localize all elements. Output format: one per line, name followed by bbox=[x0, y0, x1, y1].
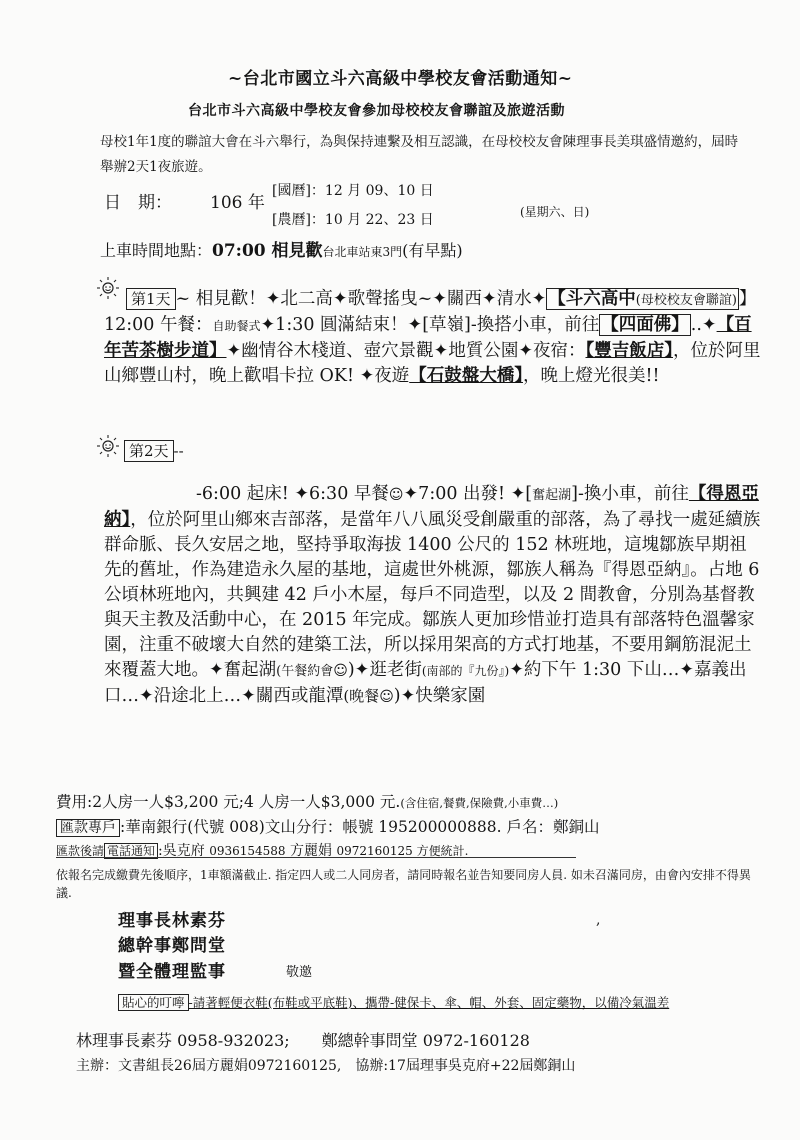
contact-phones: 林理事長素芬 0958-932023; 鄭總幹事問堂 0972-160128 bbox=[76, 1031, 530, 1050]
day2-label: 第2天 bbox=[124, 440, 174, 462]
reminder bbox=[118, 993, 768, 1011]
pickup-note: (有早點) bbox=[402, 241, 463, 260]
day1-text: ✦幽情谷木棧道、壺穴景觀✦地質公園✦夜宿： bbox=[226, 341, 586, 361]
remit-notice-name2: 方麗娟 bbox=[290, 843, 333, 859]
date-gregorian: [國曆]：12 月 09、10 日 bbox=[272, 183, 434, 199]
pickup-location: 台北車站東3門 bbox=[322, 245, 403, 259]
remit-label: 匯款專戶 bbox=[56, 819, 120, 837]
day2-text: )✦逛老街 bbox=[347, 660, 422, 680]
day2-text: )✦快樂家園 bbox=[393, 686, 486, 706]
spot-four-face-buddha: 【四面佛】 bbox=[601, 315, 689, 335]
day1-text: ✦1:30 圓滿結束！✦[草嶺]-換搭小車，前往 bbox=[260, 315, 600, 335]
village-name: 【得恩亞納】 bbox=[104, 484, 759, 530]
day1-text: 】12:00 午餐： bbox=[104, 289, 757, 335]
school-name-text: 【斗六高中 bbox=[548, 289, 636, 309]
day2-text: ]-換小車，前往 bbox=[571, 484, 689, 504]
day1-label: 第1天 bbox=[126, 288, 176, 310]
date-label: 日 期： bbox=[104, 193, 172, 213]
pickup-info bbox=[100, 236, 463, 261]
tick-mark: , bbox=[596, 912, 601, 928]
host-info: 主辦：文書組長26屆方麗娟0972160125, 協辦:17屆理事吳克府+22屆鄭銅山 bbox=[76, 1058, 576, 1074]
jiufen-note: (南部的『九份』) bbox=[421, 664, 510, 678]
remit-info bbox=[56, 815, 599, 837]
page-title: ~台北市國立斗六高級中學校友會活動通知~ bbox=[228, 69, 573, 89]
signature-secretary: 總幹事鄭問堂 bbox=[118, 936, 226, 956]
reminder-text: -請著輕便衣鞋(布鞋或平底鞋)、攜帶-健保卡、傘、帽、外套、固定藥物，以備冷氣溫差 bbox=[188, 995, 670, 1010]
smiley-icon: ☺ bbox=[388, 487, 404, 503]
date-weekday: (星期六、日) bbox=[520, 205, 590, 219]
day2-text: ，位於阿里山鄉來吉部落，是當年八八風災受創嚴重的部落，為了尋找一處延續族群命脈、長久安居之地，堅持爭取海拔 1400 公尺的 152 林班地，這塊鄒族早期祖先的舊址，作為建造永久屋的基地，這處世外桃源，鄒族人稱為『得恩亞納』。占地 6 公頃林班地內，共興建 42 戶小木屋，每戶不同造型，以及 2 間教會，分別為基督教與天主教及活動中心，在 2015 年完成。鄒族人更加珍惜並打造具有部落特色溫馨家園，注重不破壞大自然的建築工法，所以採用架高的方式打地基，不要用鋼筋混泥土來覆蓋大地。✦奮起湖 bbox=[104, 510, 761, 680]
bridge-name: 【石鼓盤大橋】 bbox=[409, 366, 523, 386]
signature-board: 暨全體理監事 bbox=[118, 962, 226, 982]
remit-notice-label: 電話通知 bbox=[104, 843, 158, 859]
pickup-label: 上車時間地點： bbox=[100, 241, 213, 260]
remit-notice-phone2: 0972160125 方便統計. bbox=[336, 844, 469, 858]
buffet-note: 自助餐式 bbox=[212, 319, 261, 333]
dinner-note: (晚餐 bbox=[343, 687, 380, 705]
registration-notes: 依報名完成繳費先後順序，1車額滿截止. 指定四人或二人同房者，請同時報名並告知要同房人員. 如未召滿同房，由會內安排不得異議. bbox=[56, 868, 751, 900]
school-name bbox=[546, 288, 739, 310]
day2-text: -6:00 起床! ✦6:30 早餐 bbox=[196, 484, 389, 504]
day2-text: ✦7:00 出發! ✦[ bbox=[403, 484, 533, 504]
smiley-icon: ☺ bbox=[333, 663, 348, 679]
signature-chairman: 理事長林素芬 bbox=[118, 911, 226, 931]
sun-icon bbox=[96, 434, 120, 458]
remit-text: :華南銀行(代號 008)文山分行：帳號 195200000888. 戶名：鄭銅山 bbox=[120, 818, 600, 836]
remit-notice-name1: :吳克府 bbox=[158, 843, 205, 859]
fee-info bbox=[56, 790, 558, 812]
day1-text: ，位於阿里山鄉豐山村，晚上歡唱卡拉 OK! ✦夜遊 bbox=[104, 341, 761, 386]
hotel-name: 【豐吉飯店】 bbox=[585, 341, 673, 361]
smiley-icon: ☺ bbox=[379, 689, 394, 705]
day1-text: ，晚上燈光很美!! bbox=[523, 366, 660, 386]
spot-tea-tree-trail: 【百年苦茶樹步道】 bbox=[104, 315, 752, 361]
fenqihu-name: 奮起湖 bbox=[532, 488, 572, 503]
date-lunar: [農曆]：10 月 22、23 日 bbox=[272, 212, 434, 228]
regards: 敬邀 bbox=[286, 965, 313, 980]
intro-paragraph: 母校1年1度的聯誼大會在斗六舉行，為與保持連繫及相互認識，在母校校友會陳理事長美琪盛情邀約，屆時舉辦2天1夜旅遊。 bbox=[100, 134, 739, 175]
page-subtitle: 台北市斗六高級中學校友會參加母校校友會聯誼及旅遊活動 bbox=[188, 103, 565, 119]
divider bbox=[56, 857, 576, 858]
day2-header: 第2天 -- bbox=[124, 440, 184, 462]
reminder-label: 貼心的叮嚀 bbox=[118, 994, 189, 1011]
day1-section bbox=[104, 287, 764, 389]
day1-text: ..✦ bbox=[690, 315, 717, 335]
pickup-time: 07:00 相見歡 bbox=[212, 241, 323, 261]
day1-text: ~ 相見歡！✦北二高✦歌聲搖曳~✦關西✦清水✦ bbox=[175, 289, 547, 309]
school-note: (母校校友會聯誼) bbox=[635, 293, 737, 308]
remit-notice-phone1: 0936154588 bbox=[209, 844, 286, 858]
day2-text: ✦約下午 1:30 下山…✦嘉義出口…✦沿途北上…✦關西或龍潭 bbox=[104, 660, 747, 706]
date-year: 106 年 bbox=[210, 193, 265, 213]
fee-note: (含住宿,餐費,保險費,小車費…) bbox=[400, 796, 559, 810]
fee-text: 費用:2人房一人$3,200 元;4 人房一人$3,000 元. bbox=[56, 793, 401, 811]
remit-notice-prefix: 匯款後請 bbox=[56, 844, 105, 858]
lunch-note: (午餐約會 bbox=[276, 664, 334, 679]
day2-section bbox=[104, 482, 764, 710]
